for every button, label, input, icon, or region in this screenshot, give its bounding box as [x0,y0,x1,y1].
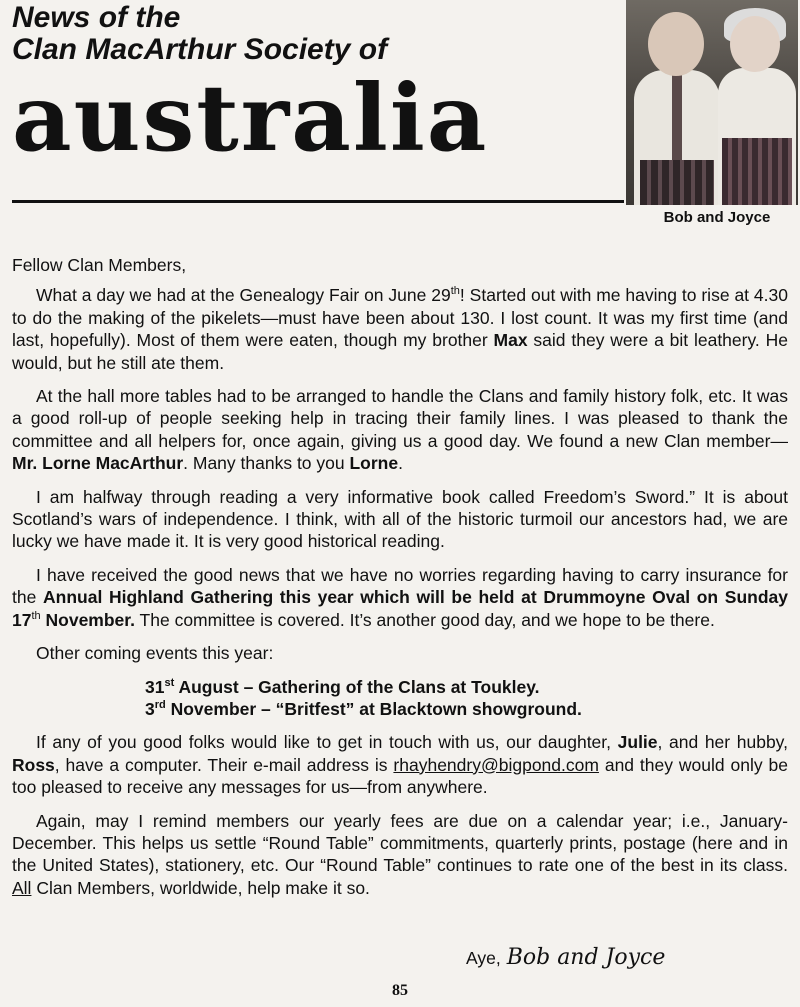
text-run: At the hall more tables had to be arranged to handle the Clans and family history folk, etc. It was a good roll-up of people seeking help in tracing their family lines. I was pleased to thank the committee and all helpers for, once again, giving us a good day. We found a new Clan member— [12,386,788,451]
text-run: What a day we had at the Genealogy Fair on June 29 [36,285,451,306]
paragraph-1 [12,284,788,374]
signature: Bob and Joyce [506,945,666,970]
text-run: , and her hubby, [657,732,788,753]
gathering-announcement: Annual Highland Gathering this year which will be held at Drummoyne Oval on Sunday 17 [12,587,788,630]
text-run: and they would only be too pleased to receive any messages for us—from anywhere. [12,754,788,798]
signoff [466,945,665,970]
signoff-word: Aye, [466,948,501,968]
page-number: 85 [392,982,408,999]
paragraph-2 [12,385,788,475]
name-lorne-macarthur: Mr. Lorne MacArthur [12,453,184,474]
event-item [12,698,788,720]
email-link[interactable]: rhayhendry@bigpond.com [393,754,599,775]
paragraph-6 [12,731,788,798]
event-text: August – Gathering of the Clans at Toukley. [174,676,540,697]
paragraph-7 [12,810,788,900]
photo-face-bob [648,12,704,76]
text-run: I have received the good news that we have no worries regarding having to carry insurance for the [12,564,788,608]
events-list [12,676,788,721]
ordinal-suffix: st [164,676,175,689]
photo-tartan-skirt [722,138,792,205]
event-item [12,676,788,698]
paragraph-5: Other coming events this year: [36,643,274,664]
masthead [12,1,489,172]
masthead-rule [12,200,624,203]
text-run: The committee is covered. It’s another good day, and we hope to be there. [135,609,715,630]
text-run: Again, may I remind members our yearly fees are due on a calendar year; i.e., January-December. This helps us settle “Round Table” commitments, quarterly prints, postage (here and in the United States), stationery, etc. Our “Round Table” continues to rate one of the best in its class. [12,810,788,876]
photo-caption: Bob and Joyce [663,209,771,226]
text-run: . Many thanks to you [183,453,350,474]
paragraph-3: I am halfway through reading a very informative book called Freedom’s Sword.” It is about Scotland’s wars of independence. I think, with all of the historic turmoil our ancestors had, we are lucky we have made it. It is very good historical reading. [12,486,788,552]
event-day: 31 [145,676,165,697]
ordinal-suffix: th [31,609,41,622]
letter-greeting: Fellow Clan Members, [12,255,187,275]
text-run: ! Started out with me having to rise at 4.30 to do the making of the pikelets—must have been about 130. I lost count. It was my first time (and last, hopefully). Most of them were eaten, though my brother [12,285,788,351]
photo-kilt [640,160,714,205]
masthead-country: australia [12,64,489,172]
name-lorne: Lorne [349,453,399,474]
name-ross: Ross [12,754,55,775]
text-run: . [398,453,403,474]
text-run: , have a computer. Their e-mail address is [54,754,394,775]
text-run: said they were a bit leathery. He would, but he still ate them. [12,330,788,373]
name-julie: Julie [617,732,658,753]
event-text: November – “Britfest” at Blacktown showground. [165,698,582,719]
ordinal-suffix: rd [154,699,166,712]
photo-tie [672,74,682,164]
ordinal-suffix: th [450,285,460,298]
letter-body [12,254,788,910]
text-run: If any of you good folks would like to get in touch with us, our daughter, [36,732,618,753]
name-max: Max [493,330,528,351]
text-run: Clan Members, worldwide, help make it so. [31,877,370,898]
masthead-line-1: News of the [12,1,181,34]
photo-bob-and-joyce [626,0,798,205]
photo-face-joyce [730,16,780,72]
paragraph-4 [12,564,788,631]
gathering-announcement-end: November. [40,609,136,630]
event-day: 3 [145,698,155,719]
masthead-line-2: Clan MacArthur Society of [12,33,388,66]
emphasis-all: All [12,877,32,898]
